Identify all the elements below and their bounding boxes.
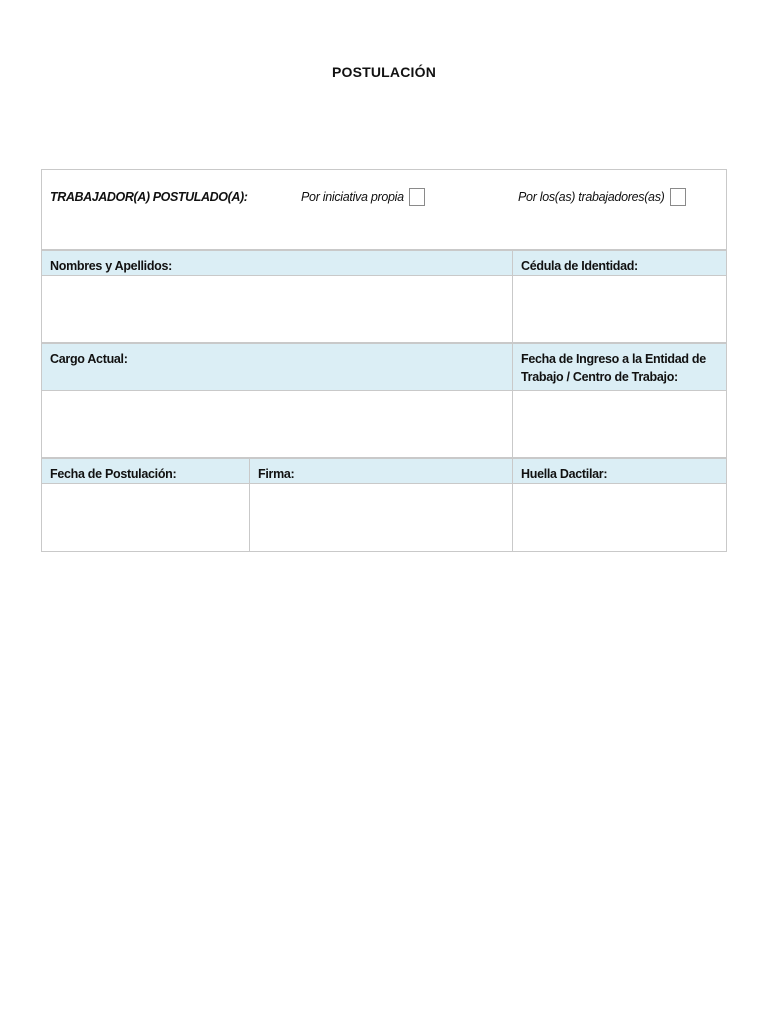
current-position-header: Cargo Actual: bbox=[42, 344, 513, 390]
entry-date-header: Fecha de Ingreso a la Entidad de Trabajo / Centro de Trabajo: bbox=[521, 352, 706, 384]
input-row-position bbox=[42, 391, 726, 458]
input-row-signature bbox=[42, 484, 726, 551]
postulation-date-header: Fecha de Postulación: bbox=[42, 459, 250, 483]
postulation-type-row bbox=[42, 170, 726, 250]
header-row-position bbox=[42, 343, 726, 391]
own-initiative-label: Por iniciativa propia bbox=[301, 190, 404, 204]
names-field[interactable] bbox=[42, 276, 513, 342]
entry-date-field[interactable] bbox=[513, 391, 726, 457]
signature-field[interactable] bbox=[250, 484, 513, 551]
header-row-signature bbox=[42, 458, 726, 484]
by-workers-checkbox[interactable] bbox=[670, 188, 686, 206]
postulacion-form bbox=[41, 169, 727, 552]
input-row-names bbox=[42, 276, 726, 343]
postulation-date-field[interactable] bbox=[42, 484, 250, 551]
page-title: POSTULACIÓN bbox=[331, 64, 437, 80]
names-header: Nombres y Apellidos: bbox=[42, 251, 513, 275]
by-workers-option[interactable] bbox=[518, 188, 686, 206]
own-initiative-option[interactable] bbox=[301, 188, 425, 206]
by-workers-label: Por los(as) trabajadores(as) bbox=[518, 190, 665, 204]
header-row-names bbox=[42, 250, 726, 276]
id-card-field[interactable] bbox=[513, 276, 726, 342]
id-card-header: Cédula de Identidad: bbox=[521, 259, 638, 273]
current-position-field[interactable] bbox=[42, 391, 513, 457]
own-initiative-checkbox[interactable] bbox=[409, 188, 425, 206]
postulated-worker-label: TRABAJADOR(A) POSTULADO(A): bbox=[50, 190, 248, 204]
fingerprint-field[interactable] bbox=[513, 484, 726, 551]
signature-header: Firma: bbox=[250, 459, 513, 483]
fingerprint-header: Huella Dactilar: bbox=[521, 467, 608, 481]
